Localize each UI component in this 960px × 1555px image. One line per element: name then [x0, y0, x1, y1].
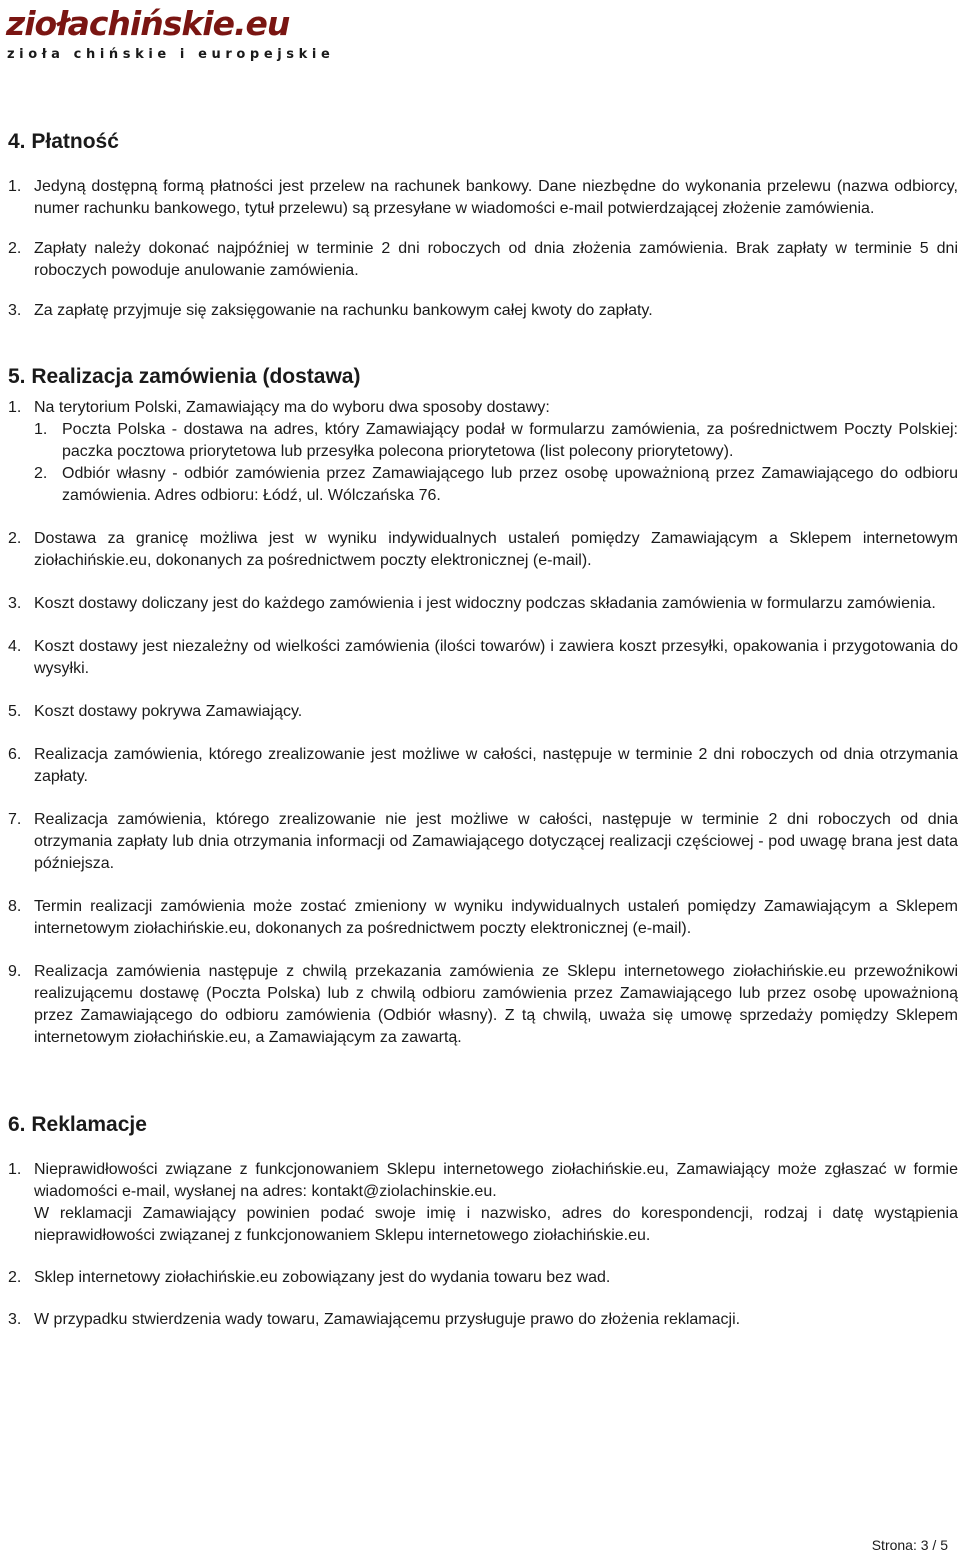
item-number: 1.	[8, 1161, 22, 1178]
list-item	[8, 896, 958, 940]
item-text: Termin realizacji zamówienia może zostać zmieniony w wyniku indywidualnych ustaleń pomiędzy Zamawiającym a Sklepem internetowym ziołachińskie.eu, dokonanych za pośrednictwem poczty elektronicznej (e-mail).	[34, 898, 958, 937]
item-number: 5.	[8, 703, 22, 720]
item-number: 6.	[8, 746, 22, 763]
item-text: Na terytorium Polski, Zamawiający ma do wyboru dwa sposoby dostawy:	[34, 399, 550, 416]
item-text: Koszt dostawy doliczany jest do każdego zamówienia i jest widoczny podczas składania zamówienia w formularzu zamówienia.	[34, 595, 936, 612]
item-number: 7.	[8, 811, 22, 828]
item-number: 9.	[8, 963, 22, 980]
sub-list-item	[8, 419, 958, 463]
item-text: Za zapłatę przyjmuje się zaksięgowanie na rachunku bankowym całej kwoty do zapłaty.	[34, 302, 653, 319]
list-item	[8, 744, 958, 788]
list-item	[8, 809, 958, 875]
list-item	[8, 593, 958, 615]
list-item	[8, 300, 958, 322]
item-text: Nieprawidłowości związane z funkcjonowaniem Sklepu internetowego ziołachińskie.eu, Zamawiający może zgłaszać w formie wiadomości e-mail, wysłanej na adres: kontakt@ziolachinskie.eu.	[34, 1161, 958, 1200]
item-text: Koszt dostawy jest niezależny od wielkości zamówienia (ilości towarów) i zawiera koszt przesyłki, opakowania i przygotowania do wysyłki.	[34, 638, 958, 677]
list-item	[8, 1309, 958, 1331]
item-number: 2.	[8, 1269, 22, 1286]
list-item	[8, 176, 958, 220]
document-content	[8, 126, 958, 1331]
item-text: Dostawa za granicę możliwa jest w wyniku indywidualnych ustaleń pomiędzy Zamawiającym a Sklepem internetowym ziołachińskie.eu, dokonanych za pośrednictwem poczty elektronicznej (e-mail).	[34, 530, 958, 569]
item-number: 2.	[8, 530, 22, 547]
sub-list-item	[8, 463, 958, 507]
list-item	[8, 238, 958, 282]
list-item	[8, 528, 958, 572]
item-number: 8.	[8, 898, 22, 915]
section-heading-platnosc: 4. Płatność	[8, 130, 119, 153]
logo-tagline: zioła chińskie i europejskie	[7, 47, 335, 62]
page-number: Strona: 3 / 5	[871, 1537, 948, 1553]
list-item	[8, 701, 958, 723]
item-number: 3.	[8, 1311, 22, 1328]
item-text: W przypadku stwierdzenia wady towaru, Zamawiającemu przysługuje prawo do złożenia reklamacji.	[34, 1311, 741, 1328]
list-item	[8, 961, 958, 1049]
list-item	[8, 397, 958, 419]
item-text: Sklep internetowy ziołachińskie.eu zobowiązany jest do wydania towaru bez wad.	[34, 1269, 611, 1286]
item-number: 1.	[8, 178, 22, 195]
sub-item-number: 1.	[34, 421, 48, 438]
section-heading-reklamacje: 6. Reklamacje	[8, 1113, 147, 1136]
item-text-continued: W reklamacji Zamawiający powinien podać swoje imię i nazwisko, adres do korespondencji, rodzaj i datę wystąpienia nieprawidłowości związanej z funkcjonowaniem Sklepu internetowego ziołachińskie.eu.	[34, 1205, 958, 1244]
item-number: 1.	[8, 399, 22, 416]
item-text: Jedyną dostępną formą płatności jest przelew na rachunek bankowy. Dane niezbędne do wykonania przelewu (nazwa odbiorcy, numer rachunku bankowego, tytuł przelewu) są przesyłane w wiadomości e-mail potwierdzającej złożenie zamówienia.	[34, 178, 958, 217]
item-text: Realizacja zamówienia następuje z chwilą przekazania zamówienia ze Sklepu internetowego ziołachińskie.eu przewoźnikowi realizującemu dostawę (Poczta Polska) lub z chwilą odbioru zamówienia przez Zamawiającego lub przez osobę upoważnioną przez Zamawiającego do odbioru zamówienia (Odbiór własny). Z tą chwilą, uważa się umowę sprzedaży pomiędzy Sklepem internetowym ziołachińskie.eu, a Zamawiającym za zawartą.	[34, 963, 958, 1046]
sub-item-text: Poczta Polska - dostawa na adres, który Zamawiający podał w formularzu zamówienia, za pośrednictwem Poczty Polskiej: paczka pocztowa priorytetowa lub przesyłka polecona priorytetowa (list polecony priorytetowy).	[62, 421, 958, 460]
item-text: Realizacja zamówienia, którego zrealizowanie jest możliwe w całości, następuje w terminie 2 dni roboczych od dnia otrzymania zapłaty.	[34, 746, 958, 785]
item-number: 4.	[8, 638, 22, 655]
list-item	[8, 636, 958, 680]
item-text: Realizacja zamówienia, którego zrealizowanie nie jest możliwe w całości, następuje w terminie 2 dni roboczych od dnia otrzymania zapłaty lub dnia otrzymania informacji od Zamawiającego dotyczącej realizacji częściowej - pod uwagę brana jest data późniejsza.	[34, 811, 958, 872]
list-item	[8, 1159, 958, 1247]
logo-wordmark: ziołachińskie.eu	[6, 4, 290, 43]
sub-item-text: Odbiór własny - odbiór zamówienia przez Zamawiającego lub przez osobę upoważnioną przez Zamawiającego do odbioru zamówienia. Adres odbioru: Łódź, ul. Wólczańska 76.	[62, 465, 958, 504]
item-number: 3.	[8, 302, 22, 319]
logo	[6, 4, 335, 62]
item-number: 3.	[8, 595, 22, 612]
item-number: 2.	[8, 240, 22, 257]
list-item	[8, 1267, 958, 1289]
section-heading-realizacja: 5. Realizacja zamówienia (dostawa)	[8, 365, 361, 388]
sub-item-number: 2.	[34, 465, 48, 482]
item-text: Koszt dostawy pokrywa Zamawiający.	[34, 703, 303, 720]
item-text: Zapłaty należy dokonać najpóźniej w terminie 2 dni roboczych od dnia złożenia zamówienia. Brak zapłaty w terminie 5 dni roboczych powoduje anulowanie zamówienia.	[34, 240, 958, 279]
